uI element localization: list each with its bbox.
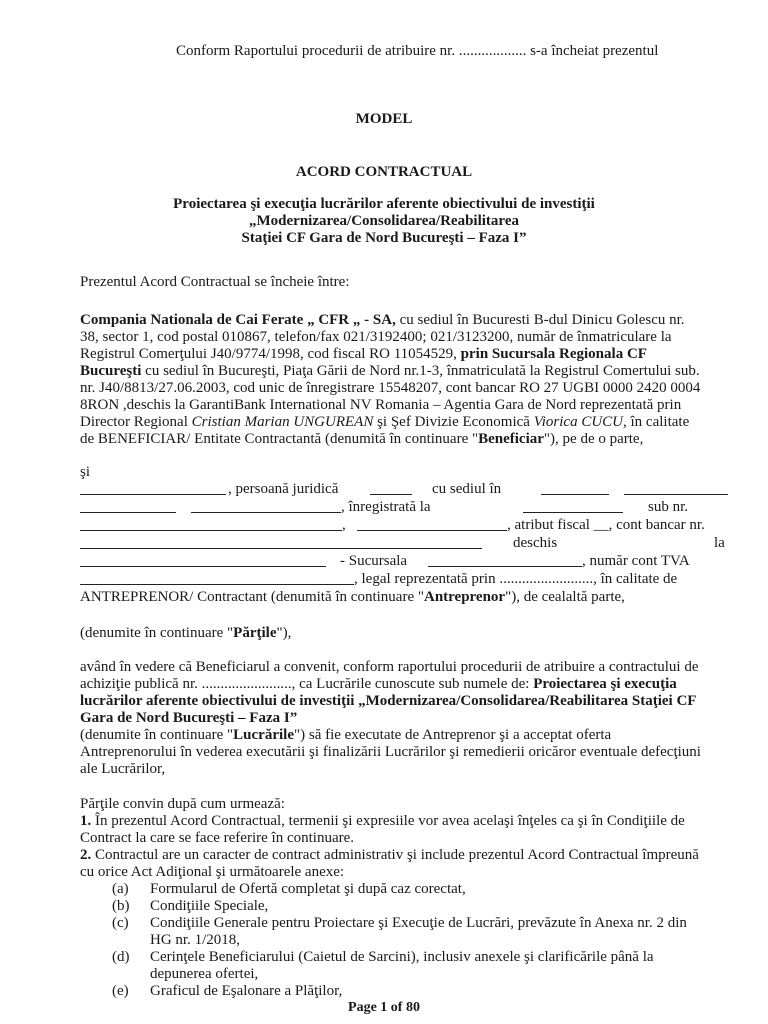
beneficiar-line-4: cu sediul în Bucureşti, Piaţa Gării de Nord nr.1-3, înmatriculată la Registrul Comertului sub. bbox=[141, 363, 700, 379]
blank-branch[interactable] bbox=[428, 566, 582, 567]
label-sediul: cu sediul în bbox=[432, 481, 502, 497]
blank-vat-account[interactable] bbox=[80, 584, 354, 585]
beneficiar-line-7b: şi Şef Divizie Economică bbox=[373, 414, 534, 430]
label-deschis: deschis bbox=[513, 535, 558, 551]
avand-project-3: Gara de Nord Bucureşti – Faza I” bbox=[80, 710, 298, 726]
blank-legal-form[interactable] bbox=[370, 494, 412, 495]
blank-address-4[interactable] bbox=[191, 512, 341, 513]
list-item-text-cont: depunerea ofertei, bbox=[150, 966, 259, 982]
blank-company-name[interactable] bbox=[80, 494, 226, 495]
list-item-text: Cerinţele Beneficiarului (Caietul de Sarcini), inclusiv anexele şi clarificările până la bbox=[150, 949, 654, 965]
list-item-letter: (b) bbox=[112, 898, 130, 914]
beneficiar-label: Beneficiar bbox=[478, 431, 544, 447]
subtitle-line-2: „Modernizarea/Consolidarea/Reabilitarea bbox=[249, 213, 519, 229]
avand-line-1: având în vedere că Beneficiarul a convenit, conform raportului procedurii de atribuire a contractului de bbox=[80, 659, 699, 675]
list-item-letter: (d) bbox=[112, 949, 130, 965]
blank-register-number[interactable] bbox=[80, 530, 342, 531]
subtitle-line-1: Proiectarea şi execuţia lucrărilor aferente obiectivului de investiţii bbox=[173, 196, 595, 212]
clause-2-line-2: cu orice Act Adiţional şi următoarele anexe: bbox=[80, 864, 345, 880]
label-persoana: , persoană juridică bbox=[228, 481, 339, 497]
list-item-text: Graficul de Eşalonare a Plăţilor, bbox=[150, 983, 343, 999]
antreprenor-label: Antreprenor bbox=[423, 589, 506, 605]
beneficiar-line-2: 38, sector 1, cod postal 010867, telefon/fax 021/3192400; 021/3123200, număr de înmatriculare la bbox=[80, 329, 672, 345]
beneficiar-city: Bucureşti bbox=[80, 363, 142, 379]
avand-line-5b: ") să fie executate de Antreprenor şi a acceptat oferta bbox=[294, 727, 612, 743]
blank-fiscal-code[interactable] bbox=[357, 530, 507, 531]
list-item-text: Condiţiile Speciale, bbox=[150, 898, 269, 914]
blank-register[interactable] bbox=[523, 512, 623, 513]
avand-project-2: lucrărilor aferente obiectivului de investiţii „Modernizarea/Consolidarea/Reabilitarea Staţiei CF bbox=[80, 693, 697, 709]
blank-address-3[interactable] bbox=[80, 512, 176, 513]
clause-1-number: 1. bbox=[80, 813, 92, 829]
list-item-text-cont: HG nr. 1/2018, bbox=[150, 932, 240, 948]
beneficiar-line-1: cu sediul în Bucuresti B-dul Dinicu Golescu nr. bbox=[395, 312, 685, 328]
conjunction-si: şi bbox=[80, 464, 91, 480]
beneficiar-line-8a: de BENEFICIAR/ Entitate Contractantă (denumită în continuare " bbox=[80, 431, 479, 447]
list-item-text: Formularul de Ofertă completat şi după caz corectat, bbox=[150, 881, 466, 897]
avand-line-2: achiziţie publică nr. ........................, ca Lucrările cunoscute sub numele de: bbox=[80, 676, 534, 692]
beneficiar-line-3: Registrul Comerţului J40/9774/1998, cod fiscal RO 11054529, bbox=[80, 346, 461, 362]
antreprenor-line-b: "), de cealaltă parte, bbox=[505, 589, 625, 605]
partile-a: (denumite în continuare " bbox=[80, 625, 234, 641]
avand-line-7: ale Lucrărilor, bbox=[80, 761, 166, 777]
clauses-intro: Părţile convin după cum urmează: bbox=[80, 796, 285, 812]
header-line: Conform Raportului procedurii de atribuire nr. .................. s-a încheiat prezentul bbox=[176, 43, 659, 59]
beneficiar-branch: prin Sucursala Regionala CF bbox=[460, 346, 647, 362]
clause-2-line-1: Contractul are un caracter de contract administrativ şi include prezentul Acord Contractual împreună bbox=[91, 847, 699, 863]
director-name: Cristian Marian UNGUREAN bbox=[191, 414, 374, 430]
label-legal: , legal reprezentată prin ........................., în calitate de bbox=[354, 571, 678, 587]
clause-1-line-1: În prezentul Acord Contractual, termenii şi expresiile vor avea acelaşi înţeles ca şi în Condiţiile de bbox=[91, 813, 685, 829]
list-item-letter: (e) bbox=[112, 983, 129, 999]
beneficiar-line-6: 8RON ,deschis la GarantiBank International NV Romania – Agentia Gara de Nord reprezentată prin bbox=[80, 397, 682, 413]
avand-project-1: Proiectarea şi execuţia bbox=[533, 676, 677, 692]
clause-1-line-2: Contract la care se face referire în continuare. bbox=[80, 830, 354, 846]
beneficiar-line-7c: , în calitate bbox=[623, 414, 690, 430]
blank-bank-name[interactable] bbox=[80, 566, 326, 567]
model-title: MODEL bbox=[355, 111, 413, 127]
beneficiar-line-8b: "), pe de o parte, bbox=[543, 431, 644, 447]
list-item-text: Condiţiile Generale pentru Proiectare şi Execuţie de Lucrări, prevăzute în Anexa nr. 2 din bbox=[150, 915, 687, 931]
label-sub-nr: sub nr. bbox=[648, 499, 689, 515]
avand-line-6: Antreprenorului în vederea executării şi finalizării Lucrărilor şi remedierii oricăror eventuale defecţiuni bbox=[80, 744, 701, 760]
blank-bank-account[interactable] bbox=[80, 548, 482, 549]
label-inregistrata: , înregistrată la bbox=[341, 499, 431, 515]
beneficiar-line-5: nr. J40/8813/27.06.2003, cod unic de înregistrare 15548207, cont bancar RO 27 UGBI 0000 2420 0004 bbox=[80, 380, 701, 396]
label-numar-cont: , număr cont TVA bbox=[582, 553, 690, 569]
blank-address-1[interactable] bbox=[541, 494, 609, 495]
beneficiar-line-7a: Director Regional bbox=[80, 414, 192, 430]
avand-line-5a: (denumite în continuare " bbox=[80, 727, 234, 743]
intro-text: Prezentul Acord Contractual se încheie între: bbox=[80, 274, 350, 290]
list-item-letter: (c) bbox=[112, 915, 129, 931]
beneficiar-company-name: Compania Nationala de Cai Ferate „ CFR „ - SA, bbox=[80, 312, 396, 328]
partile-b: "), bbox=[276, 625, 292, 641]
chief-name: Viorica CUCU bbox=[533, 414, 624, 430]
document-title: ACORD CONTRACTUAL bbox=[295, 164, 473, 180]
blank-address-2[interactable] bbox=[624, 494, 728, 495]
antreprenor-line-a: ANTREPRENOR/ Contractant (denumită în continuare " bbox=[80, 589, 424, 605]
subtitle-line-3: Staţiei CF Gara de Nord Bucureşti – Faza I” bbox=[241, 230, 527, 246]
partile-label: Părţile bbox=[233, 625, 277, 641]
clause-2-number: 2. bbox=[80, 847, 92, 863]
list-item-letter: (a) bbox=[112, 881, 129, 897]
lucrarile-label: Lucrările bbox=[233, 727, 294, 743]
label-atribut: , atribut fiscal __, cont bancar nr. bbox=[507, 517, 705, 533]
page-number: Page 1 of 80 bbox=[348, 1000, 420, 1015]
label-la: la bbox=[714, 535, 725, 551]
label-comma: , bbox=[342, 517, 346, 533]
label-sucursala: - Sucursala bbox=[340, 553, 408, 569]
